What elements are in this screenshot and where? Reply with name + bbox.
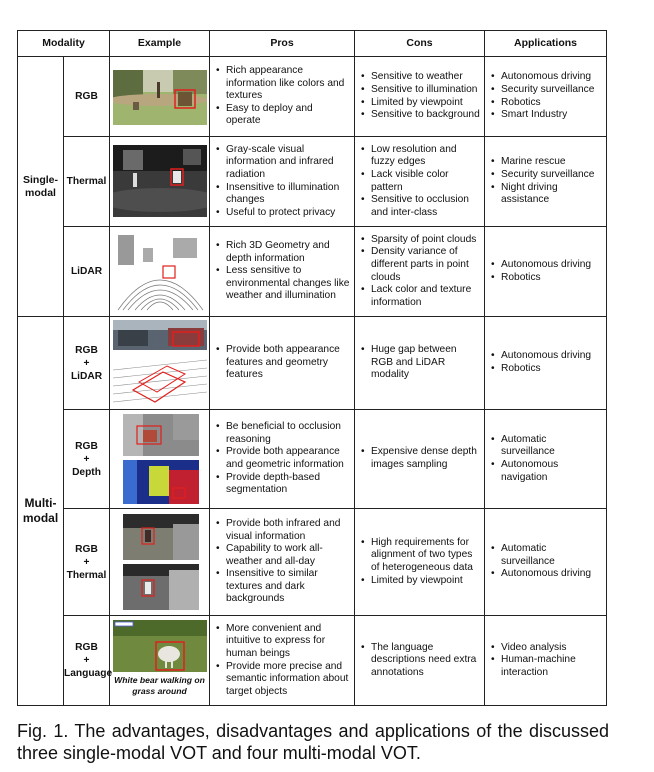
cons-cell: [355, 509, 485, 616]
cons-cell: [355, 616, 485, 706]
applications-cell: [485, 616, 607, 706]
app-item: • Automatic surveillance: [501, 434, 602, 459]
cons-item: • Sensitive to weather: [371, 71, 480, 84]
example-image-cell: [110, 616, 210, 706]
table-row: [18, 509, 607, 616]
header-pros: Pros: [210, 31, 355, 57]
cons-item: • Sensitive to illumination: [371, 84, 480, 97]
pros-item: • Provide depth-based segmentation: [226, 472, 350, 497]
category-single-modal: Single- modal: [18, 57, 64, 317]
app-item: • Autonomous navigation: [501, 459, 602, 484]
header-row: [18, 31, 607, 57]
pros-cell: [210, 57, 355, 137]
app-item: • Robotics: [501, 97, 602, 110]
app-item: • Security surveillance: [501, 169, 602, 182]
header-cons: Cons: [355, 31, 485, 57]
app-item: • Robotics: [501, 363, 602, 376]
header-applications: Applications: [485, 31, 607, 57]
header-example: Example: [110, 31, 210, 57]
modality-label: LiDAR: [64, 227, 110, 317]
applications-cell: [485, 227, 607, 317]
pros-item: • Provide both infrared and visual information: [226, 518, 350, 543]
cons-cell: [355, 57, 485, 137]
category-multi-modal: Multi- modal: [18, 317, 64, 706]
rgb-example-image: [113, 70, 207, 125]
cons-item: • Huge gap between RGB and LiDAR modality: [371, 344, 480, 382]
modality-label: RGB + Depth: [64, 410, 110, 509]
language-example-caption: White bear walking on grass around: [114, 675, 205, 696]
pros-item: • Less sensitive to environmental changes like weather and illumination: [226, 265, 350, 303]
pros-item: • Capability to work all-weather and all-day: [226, 543, 350, 568]
cons-cell: [355, 410, 485, 509]
figure-caption: Fig. 1. The advantages, disadvantages and applications of the discussed three single-modal VOT and four multi-modal VOT.: [17, 721, 609, 763]
pros-cell: [210, 137, 355, 227]
app-item: • Video analysis: [501, 642, 602, 655]
pros-item: • Easy to deploy and operate: [226, 103, 350, 128]
header-modality: Modality: [18, 31, 110, 57]
applications-cell: [485, 137, 607, 227]
example-image-cell: [110, 57, 210, 137]
pros-item: • Rich appearance information like colors and textures: [226, 65, 350, 103]
cons-item: • Sensitive to occlusion and inter-class: [371, 194, 480, 219]
modality-label: RGB + Language: [64, 616, 110, 706]
cons-item: • Limited by viewpoint: [371, 97, 480, 110]
cons-cell: [355, 137, 485, 227]
rgb-language-example-image: [113, 620, 207, 672]
app-item: • Autonomous driving: [501, 568, 602, 581]
cons-cell: [355, 317, 485, 410]
app-item: • Security surveillance: [501, 84, 602, 97]
table-row: [18, 57, 607, 137]
pros-cell: [210, 227, 355, 317]
modality-label: RGB + LiDAR: [64, 317, 110, 410]
pros-item: • Provide more precise and semantic information about target objects: [226, 661, 350, 699]
cons-item: • Limited by viewpoint: [371, 575, 480, 588]
app-item: • Autonomous driving: [501, 259, 602, 272]
pros-item: • Gray-scale visual information and infrared radiation: [226, 144, 350, 182]
example-image-cell: [110, 317, 210, 410]
pros-item: • Insensitive to similar textures and dark backgrounds: [226, 568, 350, 606]
rgb-lidar-example-image: [113, 320, 207, 406]
cons-item: • Low resolution and fuzzy edges: [371, 144, 480, 169]
cons-item: • Lack visible color pattern: [371, 169, 480, 194]
cons-item: • Expensive dense depth images sampling: [371, 446, 480, 471]
cons-item: • Sensitive to background: [371, 109, 480, 122]
modality-label: RGB + Thermal: [64, 509, 110, 616]
applications-cell: [485, 57, 607, 137]
cons-item: • Sparsity of point clouds: [371, 234, 480, 247]
rgb-thermal-example-image: [123, 514, 199, 610]
example-image-cell: [110, 137, 210, 227]
pros-item: • Be beneficial to occlusion reasoning: [226, 421, 350, 446]
applications-cell: [485, 509, 607, 616]
pros-item: • Provide both appearance and geometric information: [226, 446, 350, 471]
app-item: • Autonomous driving: [501, 71, 602, 84]
table-row: [18, 410, 607, 509]
applications-cell: [485, 410, 607, 509]
table-row: [18, 227, 607, 317]
pros-item: • Insensitive to illumination changes: [226, 182, 350, 207]
example-image-cell: [110, 227, 210, 317]
rgb-depth-example-image: [123, 414, 199, 504]
modality-label: RGB: [64, 57, 110, 137]
example-image-cell: [110, 509, 210, 616]
cons-cell: [355, 227, 485, 317]
app-item: • Robotics: [501, 272, 602, 285]
pros-cell: [210, 509, 355, 616]
table-row: [18, 137, 607, 227]
table-row: [18, 616, 607, 706]
pros-item: • Rich 3D Geometry and depth information: [226, 240, 350, 265]
app-item: • Smart Industry: [501, 109, 602, 122]
cons-item: • Lack color and texture information: [371, 284, 480, 309]
cons-item: • Density variance of different parts in point clouds: [371, 246, 480, 284]
app-item: • Human-machine interaction: [501, 654, 602, 679]
applications-cell: [485, 317, 607, 410]
app-item: • Automatic surveillance: [501, 543, 602, 568]
pros-item: • More convenient and intuitive to express for human beings: [226, 623, 350, 661]
pros-cell: [210, 317, 355, 410]
example-image-cell: [110, 410, 210, 509]
modality-comparison-table: [17, 30, 607, 706]
pros-cell: [210, 410, 355, 509]
table-row: [18, 317, 607, 410]
cons-item: • High requirements for alignment of two types of heterogeneous data: [371, 537, 480, 575]
app-item: • Marine rescue: [501, 156, 602, 169]
pros-cell: [210, 616, 355, 706]
lidar-example-image: [113, 230, 207, 312]
pros-item: • Provide both appearance features and geometry features: [226, 344, 350, 382]
pros-item: • Useful to protect privacy: [226, 207, 350, 220]
thermal-example-image: [113, 145, 207, 217]
modality-label: Thermal: [64, 137, 110, 227]
app-item: • Night driving assistance: [501, 182, 602, 207]
app-item: • Autonomous driving: [501, 350, 602, 363]
cons-item: • The language descriptions need extra annotations: [371, 642, 480, 680]
